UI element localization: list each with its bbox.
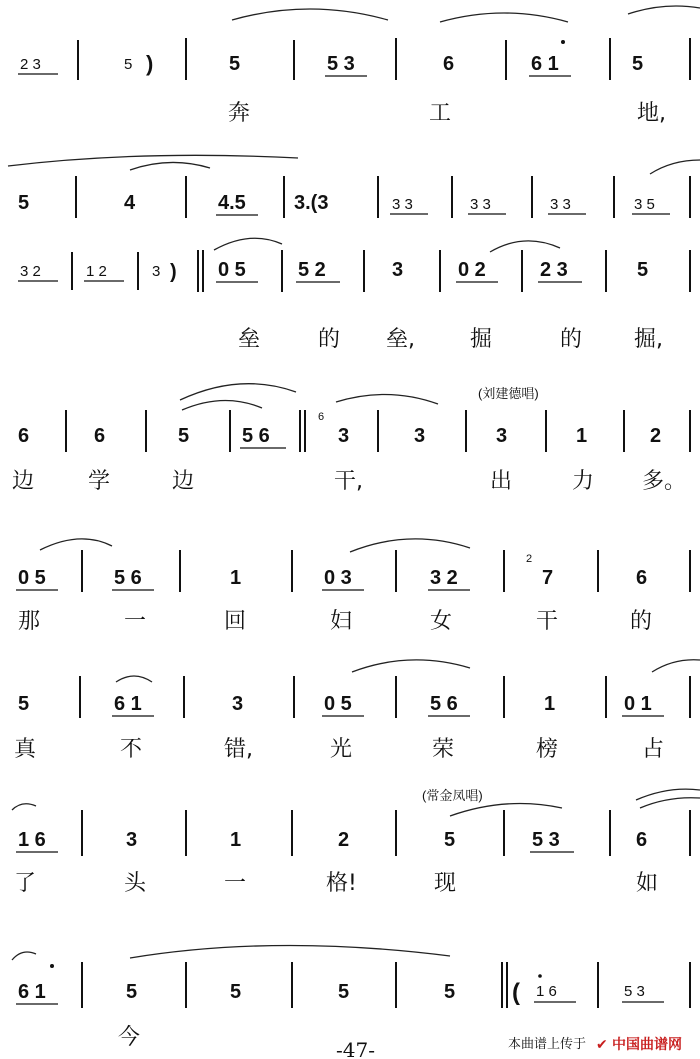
- lyric: 边: [12, 469, 35, 494]
- note-group: 1: [576, 425, 588, 447]
- note-group: 2: [338, 829, 350, 851]
- note-group: 5 6: [114, 567, 142, 589]
- lyric: 占: [642, 737, 665, 762]
- page-footer: [336, 1036, 682, 1059]
- note-group: 5 3: [532, 829, 560, 851]
- note-group: 3 2: [430, 567, 458, 589]
- note-group: 3: [126, 829, 138, 851]
- lyric: 女: [430, 609, 453, 634]
- note-group: 5: [178, 425, 190, 447]
- lyric: 不: [120, 737, 143, 762]
- note-group: 6: [636, 567, 648, 589]
- note-group: 1: [544, 693, 556, 715]
- note-group: 5 3: [327, 53, 355, 75]
- lyric: 错,: [224, 737, 253, 762]
- note-group: 1 2: [86, 263, 107, 280]
- lyric: 多。: [642, 469, 687, 494]
- note-group: 5: [632, 53, 644, 75]
- note-group: 3 2: [20, 263, 41, 280]
- note-group: 5: [338, 981, 350, 1003]
- note-group: 6: [636, 829, 648, 851]
- lyric: 回: [224, 609, 247, 634]
- lyric: 一: [124, 609, 147, 634]
- note-group: 2 3: [540, 259, 568, 281]
- note-group: 5: [637, 259, 649, 281]
- lyric: 的: [318, 327, 341, 352]
- note-group: 1: [230, 567, 242, 589]
- note-group: 5: [18, 192, 30, 214]
- lyric: 掘,: [634, 327, 663, 352]
- lyric: 格!: [326, 871, 357, 896]
- note-group: 5: [444, 829, 456, 851]
- note-group: 4.5: [218, 192, 246, 214]
- note-group: 0 3: [324, 567, 352, 589]
- score-row-3: [18, 238, 690, 352]
- note-group: 6: [443, 53, 455, 75]
- lyric: 真: [14, 737, 37, 762]
- score-row-7: [12, 788, 700, 896]
- lyric: 榜: [536, 737, 559, 762]
- note-group: 5: [229, 53, 241, 75]
- note-group: 3 3: [392, 196, 413, 213]
- note-group: 6 1: [531, 53, 559, 75]
- note-group: 2: [650, 425, 662, 447]
- note-group: 5: [230, 981, 242, 1003]
- score-row-1: [18, 6, 700, 126]
- note-group: 1 6: [18, 829, 46, 851]
- note-group: 5: [126, 981, 138, 1003]
- lyric: 头: [124, 871, 147, 896]
- lyric: 的: [630, 609, 653, 634]
- note-group: 5 6: [242, 425, 270, 447]
- page-number: -47-: [336, 1038, 375, 1059]
- note-group: 5 3: [624, 983, 645, 1000]
- score-row-8: [12, 945, 690, 1050]
- lyric: 边: [172, 469, 195, 494]
- lyric: 荣: [432, 737, 455, 762]
- note-group: 0 5: [218, 259, 246, 281]
- note-group: 3 3: [470, 196, 491, 213]
- singer-annotation: (刘建德唱): [478, 386, 539, 401]
- score-row-4: [12, 384, 690, 494]
- note-group: 6 1: [114, 693, 142, 715]
- note-group: 3: [496, 425, 508, 447]
- lyric: 出: [490, 469, 513, 494]
- lyric: 了: [14, 871, 37, 896]
- note-group: 0 5: [324, 693, 352, 715]
- note-group: 3.(3: [294, 192, 329, 214]
- site-brand[interactable]: 中国曲谱网: [612, 1037, 682, 1053]
- lyric: 妇: [330, 609, 353, 634]
- note-group: 5: [124, 56, 133, 73]
- lyric: 干: [536, 609, 559, 634]
- lyric: 一: [224, 871, 247, 896]
- lyric: 地,: [637, 101, 666, 126]
- note-group: 0 2: [458, 259, 486, 281]
- note-group: 3: [338, 425, 350, 447]
- note-group: 2 3: [20, 56, 41, 73]
- note-group: 3: [152, 263, 161, 280]
- note-group: 6 1: [18, 981, 46, 1003]
- lyric: 如: [636, 871, 659, 896]
- note-group: 1 6: [536, 983, 557, 1000]
- lyric: 工: [429, 101, 452, 126]
- score-row-5: [16, 539, 690, 634]
- rest-paren: (: [512, 979, 520, 1006]
- lyric: 奔: [228, 101, 251, 126]
- note-group: 5 6: [430, 693, 458, 715]
- score-row-2: [8, 155, 700, 218]
- lyric: 学: [88, 469, 111, 494]
- note-group: 3: [232, 693, 244, 715]
- note-group: 3: [414, 425, 426, 447]
- note-group: 5: [444, 981, 456, 1003]
- note-group: 1: [230, 829, 242, 851]
- lyric: 力: [572, 469, 595, 494]
- grace-note: 2: [526, 553, 533, 565]
- lyric: 的: [560, 327, 583, 352]
- note-group: 0 1: [624, 693, 652, 715]
- rest-paren: ): [170, 261, 177, 283]
- note-group: 6: [94, 425, 106, 447]
- note-group: 3 3: [550, 196, 571, 213]
- note-group: 4: [124, 192, 136, 214]
- note-group: 5 2: [298, 259, 326, 281]
- note-group: 0 5: [18, 567, 46, 589]
- score-row-6: [14, 660, 700, 762]
- note-group: 7: [542, 567, 554, 589]
- note-group: 5: [18, 693, 30, 715]
- lyric: 现: [434, 871, 457, 896]
- grace-note: 6: [318, 411, 325, 423]
- lyric: 垒,: [386, 327, 415, 352]
- lyric: 今: [118, 1025, 141, 1050]
- lyric: 那: [18, 609, 41, 634]
- upload-credit: 本曲谱上传于: [508, 1037, 587, 1052]
- lyric: 掘: [470, 327, 493, 352]
- lyric: 光: [330, 737, 353, 762]
- lyric: 垒: [238, 327, 261, 352]
- rest-paren: ): [146, 51, 154, 76]
- singer-annotation: (常金凤唱): [422, 788, 483, 803]
- site-logo-icon: ✔: [596, 1037, 608, 1053]
- note-group: 3: [392, 259, 404, 281]
- note-group: 6: [18, 425, 30, 447]
- note-group: 3 5: [634, 196, 655, 213]
- lyric: 干,: [334, 469, 363, 494]
